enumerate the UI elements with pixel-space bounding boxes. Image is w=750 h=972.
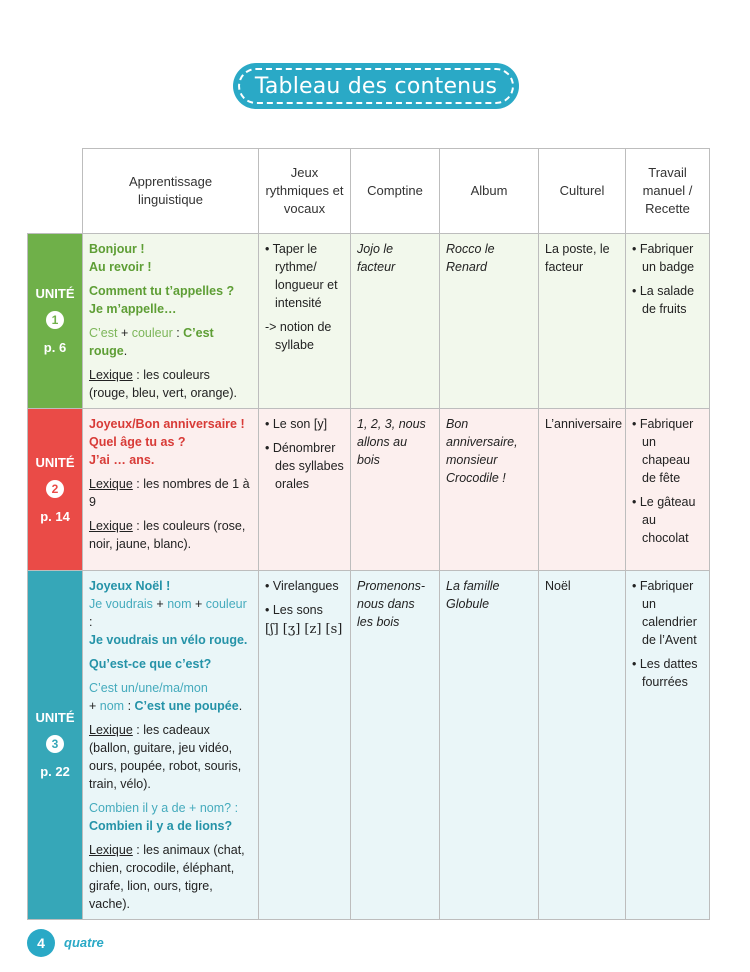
unit-cell-3 [28,571,83,920]
title-banner [233,63,519,109]
structure-line: C’est + couleur : C’est rouge. [89,326,214,358]
comptine-cell: Promenons-nous dans les bois [351,571,440,920]
structure-line: Je voudrais + nom + couleur : [89,597,247,629]
phrase: Bonjour ! [89,242,145,256]
header-culturel: Culturel [539,149,626,234]
phrase: Comment tu t’appelles ? [89,284,235,298]
header-album: Album [440,149,539,234]
phrase: Je voudrais un vélo rouge. [89,633,248,647]
page-number-word: quatre [64,935,104,950]
travail-item: • La salade de fruits [632,284,695,316]
jeux-item: • Dénombrer des syllabes orales [265,441,344,491]
linguistique-cell [83,409,259,571]
jeux-item: • Le son [y] [265,417,328,431]
travail-item: • Les dattes fourrées [632,657,698,689]
header-comptine: Comptine [351,149,440,234]
unit-row-1 [28,234,710,409]
unit-page: p. 22 [40,764,70,779]
header-travail: Travail manuel / Recette [626,149,710,234]
unit-number-badge: 3 [46,735,64,753]
phrase: Joyeux Noël ! [89,579,171,593]
comptine-cell: Jojo le facteur [351,234,440,409]
unit-page: p. 6 [43,340,67,355]
album-cell: Rocco le Renard [440,234,539,409]
unit-label: UNITÉ [35,454,75,470]
jeux-item: • Taper le rythme/ longueur et intensité [265,242,338,310]
album-cell: La famille Globule [440,571,539,920]
phrase: Quel âge tu as ? [89,435,186,449]
phrase: Combien il y a de lions? [89,819,233,833]
comptine-cell: 1, 2, 3, nous allons au bois [351,409,440,571]
lexique-line: Lexique : les nombres de 1 à 9 [89,477,250,509]
travail-cell [626,409,710,571]
lexique-line: Lexique : les couleurs (rose, noir, jaune, blanc). [89,519,246,551]
jeux-item: • Les sons [265,603,323,617]
linguistique-cell [83,571,259,920]
structure-line: Combien il y a de + nom? : [89,801,239,815]
unit-number-badge: 1 [46,311,64,329]
phrase: Au revoir ! [89,260,152,274]
structure-line: + nom : C’est une poupée. [89,699,243,713]
page-number-badge: 4 [27,929,55,957]
header-jeux: Jeux rythmiques et vocaux [259,149,351,234]
contents-table [27,148,710,920]
unit-page: p. 14 [40,508,70,524]
jeux-item: • Virelangues [265,579,339,593]
jeux-item: -> notion de syllabe [265,320,332,352]
culturel-cell: L’anniversaire [539,409,626,571]
travail-cell [626,571,710,920]
lexique-line: Lexique : les couleurs (rouge, bleu, vert, orange). [89,368,237,400]
phrase: Joyeux/Bon anniversaire ! [89,417,245,431]
header-linguistique: Apprentissage linguistique [83,149,259,234]
unit-row-3 [28,571,710,920]
unit-label: UNITÉ [35,710,75,725]
travail-item: • Fabriquer un chapeau de fête [632,417,694,485]
lexique-line: Lexique : les animaux (chat, chien, crocodile, éléphant, girafe, lion, ours, tigre, vache). [89,843,245,911]
structure-line: C’est un/une/ma/mon [89,681,208,695]
jeux-cell [259,409,351,571]
linguistique-cell [83,234,259,409]
culturel-cell: La poste, le facteur [539,234,626,409]
phrase: J’ai … ans. [89,453,155,467]
page-title: Tableau des contenus [254,73,498,99]
header-blank [28,149,83,234]
travail-item: • Fabriquer un calendrier de l’Avent [632,579,697,647]
unit-number-badge: 2 [46,480,64,498]
header-row [28,149,710,234]
title-dashed-border [238,68,514,104]
travail-item: • Fabriquer un badge [632,242,695,274]
unit-label: UNITÉ [35,286,75,301]
lexique-line: Lexique : les cadeaux (ballon, guitare, jeu vidéo, ours, poupée, robot, souris, train, vélo). [89,723,242,791]
album-cell: Bon anniversaire, monsieur Crocodile ! [440,409,539,571]
travail-item: • Le gâteau au chocolat [632,495,696,545]
jeux-cell [259,571,351,920]
travail-cell [626,234,710,409]
phonetic-symbols: [ʃ] [ʒ] [z] [s] [265,622,343,637]
culturel-cell: Noël [539,571,626,920]
phrase: Qu’est-ce que c’est? [89,657,212,671]
unit-cell-1 [28,234,83,409]
jeux-cell [259,234,351,409]
unit-row-2 [28,409,710,571]
phrase: Je m’appelle… [89,302,177,316]
unit-cell-2 [28,409,83,571]
